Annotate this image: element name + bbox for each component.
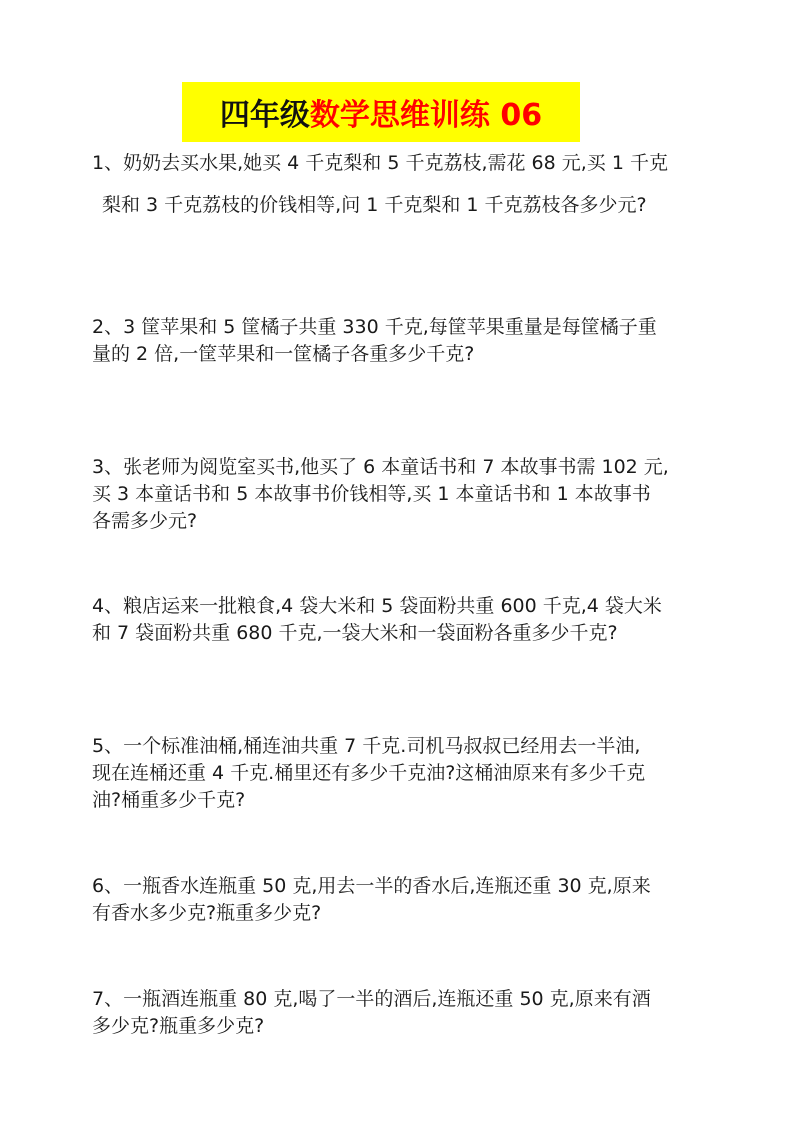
question-5	[92, 733, 692, 814]
question-line: 多少克?瓶重多少克?	[92, 1015, 265, 1037]
question-line: 7、一瓶酒连瓶重 80 克,喝了一半的酒后,连瓶还重 50 克,原来有酒	[92, 988, 651, 1010]
question-3	[92, 454, 692, 535]
question-line: 4、粮店运来一批粮食,4 袋大米和 5 袋面粉共重 600 千克,4 袋大米	[92, 595, 662, 617]
question-line: 3、张老师为阅览室买书,他买了 6 本童话书和 7 本故事书需 102 元,	[92, 456, 669, 478]
question-line: 5、一个标准油桶,桶连油共重 7 千克.司机马叔叔已经用去一半油,	[92, 735, 641, 757]
question-line: 梨和 3 千克荔枝的价钱相等,问 1 千克梨和 1 千克荔枝各多少元?	[102, 194, 647, 216]
question-line: 2、3 筐苹果和 5 筐橘子共重 330 千克,每筐苹果重量是每筐橘子重	[92, 316, 657, 338]
title-grade: 四年级	[219, 98, 310, 133]
question-line: 油?桶重多少千克?	[92, 789, 246, 811]
question-1	[92, 150, 692, 219]
question-6	[92, 873, 692, 927]
worksheet-title	[182, 82, 580, 142]
question-7	[92, 986, 692, 1040]
question-line: 1、奶奶去买水果,她买 4 千克梨和 5 千克荔枝,需花 68 元,买 1 千克	[92, 152, 668, 174]
question-2	[92, 314, 692, 368]
question-line: 现在连桶还重 4 千克.桶里还有多少千克油?这桶油原来有多少千克	[92, 762, 646, 784]
question-line: 量的 2 倍,一筐苹果和一筐橘子各重多少千克?	[92, 343, 475, 365]
question-line: 6、一瓶香水连瓶重 50 克,用去一半的香水后,连瓶还重 30 克,原来	[92, 875, 651, 897]
question-line: 有香水多少克?瓶重多少克?	[92, 902, 322, 924]
question-line: 买 3 本童话书和 5 本故事书价钱相等,买 1 本童话书和 1 本故事书	[92, 483, 651, 505]
question-4	[92, 593, 692, 647]
title-subject: 数学思维训练 06	[309, 98, 543, 133]
question-line: 和 7 袋面粉共重 680 千克,一袋大米和一袋面粉各重多少千克?	[92, 622, 618, 644]
question-line: 各需多少元?	[92, 510, 198, 532]
